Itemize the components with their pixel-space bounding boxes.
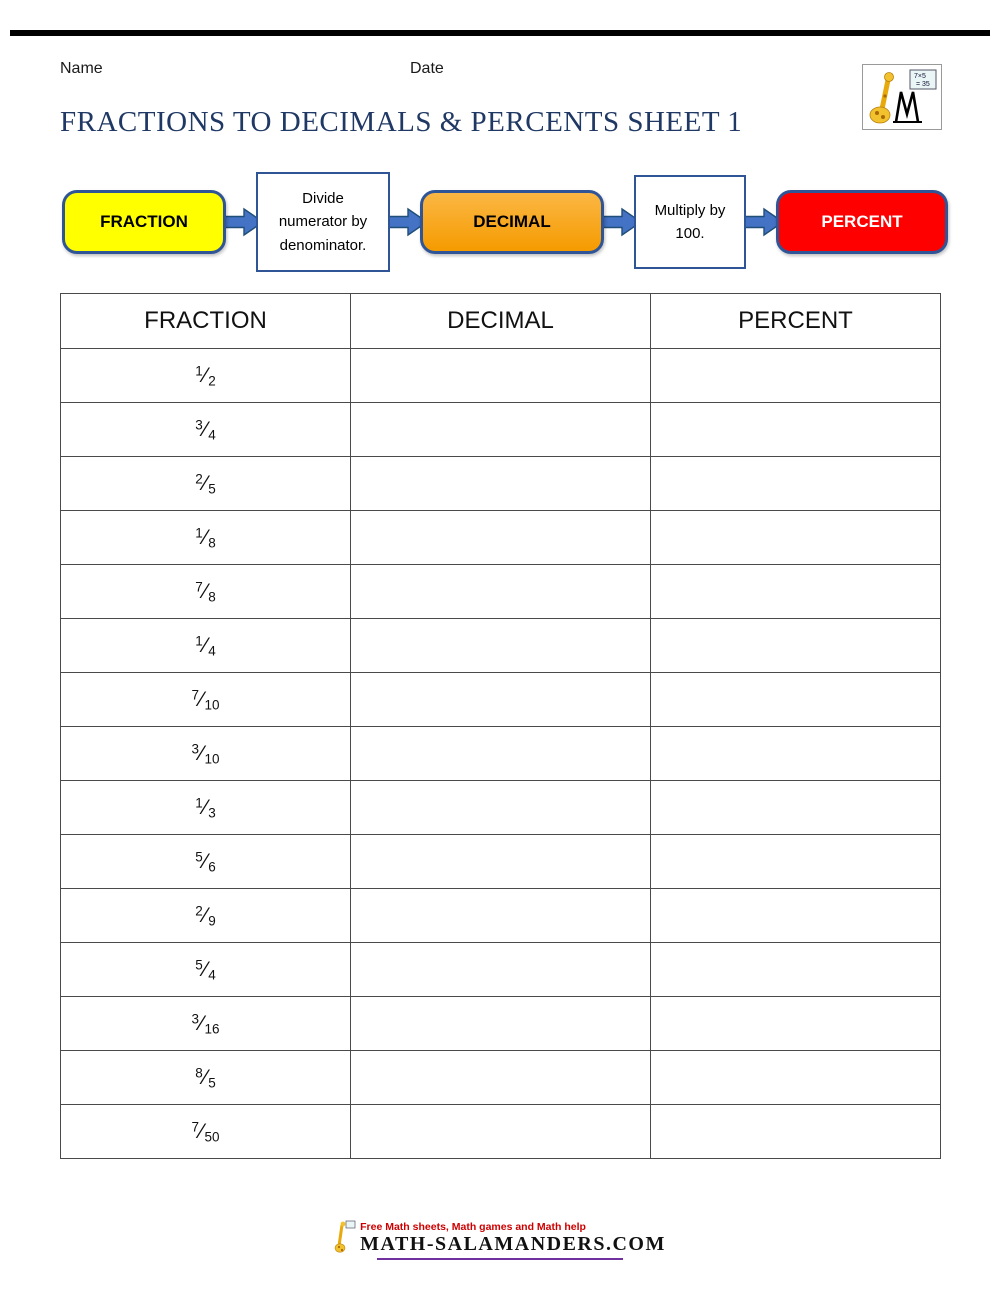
percent-cell (651, 1105, 941, 1159)
fraction-cell (61, 673, 351, 727)
math-salamanders-logo (862, 64, 942, 130)
footer-underline (377, 1258, 623, 1260)
percent-cell (651, 673, 941, 727)
table-row (61, 511, 941, 565)
decimal-cell (351, 673, 651, 727)
fraction-box: FRACTION (62, 190, 226, 254)
table-row (61, 457, 941, 511)
percent-cell (651, 781, 941, 835)
fraction-cell (61, 1105, 351, 1159)
fraction-value: $^1$⁄ $_2$ (195, 366, 216, 387)
fraction-cell (61, 835, 351, 889)
table-row (61, 727, 941, 781)
fraction-cell (61, 511, 351, 565)
table-row (61, 565, 941, 619)
percent-cell (651, 349, 941, 403)
fraction-cell (61, 457, 351, 511)
fraction-value: $^3$⁄ $_4$ (195, 420, 216, 441)
svg-text:= 35: = 35 (916, 81, 930, 88)
decimal-cell (351, 349, 651, 403)
fraction-value: $^7$⁄ $_8$ (195, 582, 216, 603)
date-label: Date (410, 60, 444, 77)
percent-cell (651, 1051, 941, 1105)
percent-box: PERCENT (776, 190, 948, 254)
fraction-cell (61, 565, 351, 619)
percent-cell (651, 727, 941, 781)
name-label: Name (60, 60, 103, 77)
fraction-value: $^7$⁄ $_{50}$ (191, 1122, 219, 1143)
table-row (61, 781, 941, 835)
decimal-cell (351, 1051, 651, 1105)
fraction-value: $^5$⁄ $_4$ (195, 960, 216, 981)
fraction-cell (61, 889, 351, 943)
fraction-value: $^2$⁄ $_5$ (195, 474, 216, 495)
conversion-table (60, 293, 941, 1159)
table-row (61, 349, 941, 403)
table-row (61, 1105, 941, 1159)
percent-cell (651, 889, 941, 943)
percent-cell (651, 457, 941, 511)
fraction-cell (61, 403, 351, 457)
footer-tagline: Free Math sheets, Math games and Math help (360, 1221, 586, 1233)
fraction-value: $^1$⁄ $_4$ (195, 636, 216, 657)
percent-cell (651, 565, 941, 619)
table-row (61, 997, 941, 1051)
column-header-fraction: FRACTION (61, 294, 351, 349)
table-row (61, 403, 941, 457)
fraction-cell (61, 1051, 351, 1105)
fraction-value: $^3$⁄ $_{16}$ (191, 1014, 219, 1035)
giraffe-logo-icon (866, 68, 938, 126)
decimal-cell (351, 403, 651, 457)
percent-cell (651, 511, 941, 565)
decimal-cell (351, 781, 651, 835)
table-row (61, 889, 941, 943)
fraction-value: $^2$⁄ $_9$ (195, 906, 216, 927)
percent-cell (651, 619, 941, 673)
fraction-cell (61, 349, 351, 403)
table-header-row (61, 294, 941, 349)
percent-cell (651, 835, 941, 889)
table-row (61, 619, 941, 673)
footer-giraffe-icon (334, 1220, 356, 1254)
conversion-flow-diagram (62, 168, 958, 276)
fraction-value: $^1$⁄ $_3$ (195, 798, 216, 819)
fraction-value: $^1$⁄ $_8$ (195, 528, 216, 549)
fraction-cell (61, 997, 351, 1051)
divide-step-box: Divide numerator by denominator. (256, 172, 390, 272)
table-row (61, 835, 941, 889)
footer (0, 1220, 1000, 1260)
table-row (61, 1051, 941, 1105)
decimal-cell (351, 619, 651, 673)
page-title: FRACTIONS TO DECIMALS & PERCENTS SHEET 1 (60, 106, 743, 138)
fraction-value: $^5$⁄ $_6$ (195, 852, 216, 873)
fraction-cell (61, 727, 351, 781)
decimal-cell (351, 511, 651, 565)
fraction-cell (61, 781, 351, 835)
percent-cell (651, 943, 941, 997)
column-header-percent: PERCENT (651, 294, 941, 349)
svg-text:7×5: 7×5 (914, 73, 926, 80)
decimal-cell (351, 943, 651, 997)
table-row (61, 673, 941, 727)
fraction-cell (61, 619, 351, 673)
decimal-cell (351, 997, 651, 1051)
decimal-cell (351, 565, 651, 619)
decimal-cell (351, 727, 651, 781)
decimal-cell (351, 835, 651, 889)
fraction-value: $^8$⁄ $_5$ (195, 1068, 216, 1089)
top-divider (10, 30, 990, 36)
decimal-cell (351, 889, 651, 943)
decimal-cell (351, 1105, 651, 1159)
percent-cell (651, 997, 941, 1051)
fraction-value: $^7$⁄ $_{10}$ (191, 690, 219, 711)
footer-site-name: MATH-SALAMANDERS.COM (360, 1233, 666, 1255)
decimal-box: DECIMAL (420, 190, 604, 254)
column-header-decimal: DECIMAL (351, 294, 651, 349)
fraction-value: $^3$⁄ $_{10}$ (191, 744, 219, 765)
percent-cell (651, 403, 941, 457)
fraction-cell (61, 943, 351, 997)
table-row (61, 943, 941, 997)
decimal-cell (351, 457, 651, 511)
multiply-step-box: Multiply by 100. (634, 175, 746, 269)
